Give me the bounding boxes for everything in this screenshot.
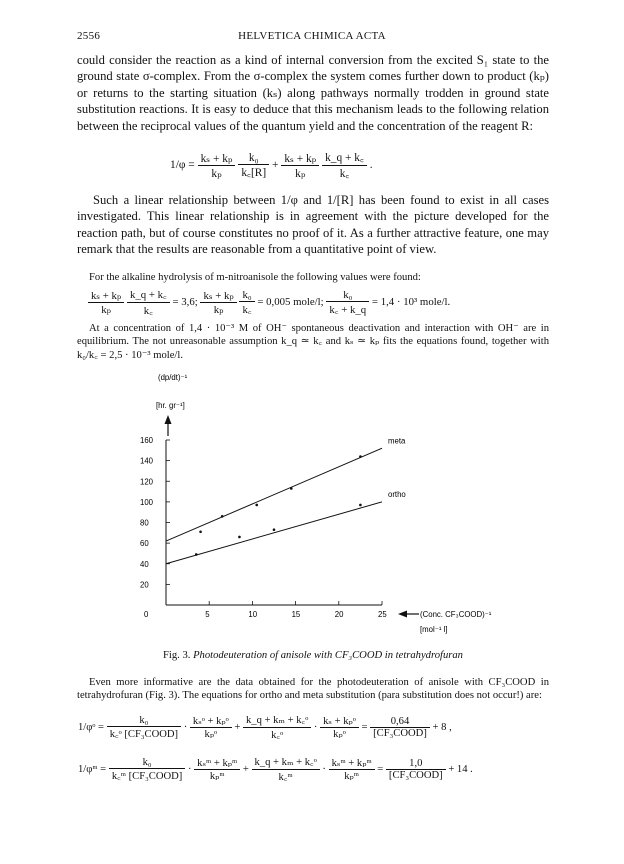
series-label-ortho: ortho xyxy=(388,489,406,499)
equation-3: 1/φᵒ = $\frac{\text{k₀}}{\text{k꜀ᵒ [CF₃COOD]}}$ · $\frac{\text{kₛᵒ + kₚᵒ}}{\text{kₚᵒ}}$ + $\frac{\text{k\_q + kₘ + k꜀ᵒ}}{\text{k꜀ᵒ}}$ · $\frac{\text{kₛ + kₚᵒ}}{\text{kₚᵒ}}$ = $\frac{0,64}{\text{[CF₃COOD]}}$ + 8 , xyxy=(78,714,452,741)
small-paragraph-2 xyxy=(77,322,549,362)
x-tick-label: 25 xyxy=(378,610,387,619)
x-tick-label: 10 xyxy=(248,610,258,619)
x-tick-label: 20 xyxy=(334,610,344,619)
y-tick-label: 40 xyxy=(140,559,149,569)
data-point-meta xyxy=(290,487,293,490)
x-tick-label: 5 xyxy=(205,610,210,619)
y-tick-label: 160 xyxy=(140,436,154,445)
x-axis-unit: [mol⁻¹ l] xyxy=(420,625,448,634)
eq1-fraction-1: $\frac{\text{kₛ + kₚ}}{\text{kₚ}}$ xyxy=(198,151,236,180)
y-tick-label: 80 xyxy=(140,518,149,528)
small-paragraph-3-text: Even more informative are the data obtained for the photodeuteration of anisole with CF₃COOD in tetrahydrofuran (Fig. 3). The equations for ortho and meta substitution (para substitution does not occur!) are: xyxy=(77,677,549,702)
series-line-meta xyxy=(166,448,382,541)
y-tick-label: 100 xyxy=(140,497,154,507)
y-tick-label: 140 xyxy=(140,456,154,466)
y-tick-label: 120 xyxy=(140,477,154,487)
data-point-ortho xyxy=(238,536,241,539)
eq3-lhs: 1/φᵒ = xyxy=(78,721,105,733)
eq3-fraction-1: $\frac{\text{k₀}}{\text{k꜀ᵒ [CF₃COOD]}}$ xyxy=(107,715,181,741)
chart-axes xyxy=(140,436,387,619)
chart-figure-3 xyxy=(120,364,540,646)
eq1-fraction-3: $\frac{\text{kₛ + kₚ}}{\text{kₚ}}$ xyxy=(281,151,319,180)
eq2-value-2: = 0,005 mole/l; xyxy=(257,295,324,308)
eq4-fraction-5: $\frac{1,0}{\text{[CF₃COOD]}}$ xyxy=(386,758,446,781)
paragraph-1 xyxy=(77,52,549,134)
paragraph-2 xyxy=(77,192,549,258)
eq3-fraction-3: $\frac{\text{k\_q + kₘ + k꜀ᵒ}}{\text{k꜀ᵒ}}$ xyxy=(243,713,311,742)
eq1-lhs: 1/φ = xyxy=(170,159,195,172)
small-paragraph-1 xyxy=(77,271,549,284)
series-label-meta: meta xyxy=(388,436,406,446)
x-axis-arrow-head xyxy=(398,611,407,618)
equation-4: 1/φᵐ = $\frac{\text{k₀}}{\text{k꜀ᵐ [CF₃COOD]}}$ · $\frac{\text{kₛᵐ + kₚᵐ}}{\text{kₚᵐ}}$ + $\frac{\text{k\_q + kₘ + k꜀ᵒ}}{\text{k꜀ᵐ}}$ · $\frac{\text{kₛᵐ + kₚᵐ}}{\text{kₚᵐ}}$ = $\frac{1,0}{\text{[CF₃COOD]}}$ + 14 . xyxy=(78,756,473,783)
y-axis-unit: [hr. gr⁻¹] xyxy=(156,401,185,410)
y-tick-label: 20 xyxy=(140,580,149,590)
y-tick-label: 60 xyxy=(140,539,149,549)
eq4-fraction-4: $\frac{\text{kₛᵐ + kₚᵐ}}{\text{kₚᵐ}}$ xyxy=(329,757,375,782)
small-paragraph-2-text: At a concentration of 1,4 · 10⁻³ M of OH⁻ spontaneous deactivation and interaction with OH⁻ are in equilibrium. The not unreasonable assumption k_q ≃ k꜀ and kₛ ≃ kₚ fits the equations found, together with k₀/k꜀ = 2,5 · 10⁻³ mole/l. xyxy=(77,323,549,361)
y-axis-label: (dp/dt)⁻¹ xyxy=(158,373,188,382)
data-point-ortho xyxy=(273,528,276,531)
eq4-fraction-1: $\frac{\text{k₀}}{\text{k꜀ᵐ [CF₃COOD]}}$ xyxy=(109,757,186,783)
chart-series xyxy=(166,436,406,564)
x-axis-label: (Conc. CF₃COOD)⁻¹ xyxy=(420,610,492,619)
paragraph-2-text: Such a linear relationship between 1/φ and 1/[R] has been found to exist in all cases investigated. This linear relationship is in agreement with the picture developed for the reaction path, but of course constitutes no proof of it. As a further attractive feature, one may remark that the results are reasonable from a quantitative point of view. xyxy=(77,193,549,257)
caption-label: Fig. 3. xyxy=(163,650,191,661)
data-point-ortho xyxy=(195,553,198,556)
eq2-fraction-1: $\frac{\text{kₛ + kₚ}}{\text{kₚ}}$ xyxy=(88,289,124,316)
data-point-meta xyxy=(221,515,224,518)
data-point-meta xyxy=(199,530,202,533)
eq2-value-1: = 3,6; xyxy=(172,295,198,308)
paragraph-1-text: could consider the reaction as a kind of internal conversion from the excited S₁ state to the ground state σ-complex. From the σ-complex the system comes further down to product (kₚ) or returns to the starting situation (kₛ) along pathways normally trodden in ground state substitution reactions. It is easy to deduce that this mechanism leads to the following relation between the reciprocal values of the quantum yield and the concentration of the reagent R: xyxy=(77,53,549,133)
caption-text: Photodeuteration of anisole with CF₃COOD in tetrahydrofuran xyxy=(193,650,463,661)
eq2-fraction-5: $\frac{\text{k₀}}{k꜀ + k\_q}$ xyxy=(326,289,369,317)
journal-title: HELVETICA CHIMICA ACTA xyxy=(238,30,386,42)
eq4-fraction-2: $\frac{\text{kₛᵐ + kₚᵐ}}{\text{kₚᵐ}}$ xyxy=(194,757,240,782)
eq4-lhs: 1/φᵐ = xyxy=(78,763,107,775)
eq3-fraction-4: $\frac{\text{kₛ + kₚᵒ}}{\text{kₚᵒ}}$ xyxy=(320,715,359,740)
data-point-meta xyxy=(359,455,362,458)
series-line-ortho xyxy=(166,502,382,564)
figure-caption xyxy=(77,650,549,661)
eq2-fraction-3: $\frac{\text{kₛ + kₚ}}{\text{kₚ}}$ xyxy=(200,289,236,316)
data-point-ortho xyxy=(359,504,362,507)
x-tick-label: 15 xyxy=(291,610,301,619)
x-tick-label: 0 xyxy=(144,610,149,619)
page-number: 2556 xyxy=(77,30,101,42)
eq2-fraction-4: $\frac{\text{k₀}}{k꜀}$ xyxy=(239,289,254,317)
data-point-meta xyxy=(255,504,258,507)
small-paragraph-1-text: For the alkaline hydrolysis of m-nitroanisole the following values were found: xyxy=(89,272,421,283)
eq1-plus: + xyxy=(272,159,279,172)
eq1-fraction-4: $\frac{k\_q + k꜀}{k꜀}$ xyxy=(322,150,367,181)
eq2-value-3: = 1,4 · 10³ mole/l. xyxy=(371,295,451,308)
y-axis-arrow-head xyxy=(165,415,172,424)
eq2-fraction-2: $\frac{k\_q + k꜀}{k꜀}$ xyxy=(127,287,170,318)
equation-1: 1/φ = $\frac{\text{kₛ + kₚ}}{\text{kₚ}}$ $\frac{\text{k₀}}{k꜀[R]}$ + $\frac{\text{kₛ + kₚ}}{\text{kₚ}}$ $\frac{k\_q + k꜀}{k꜀}$ . xyxy=(170,151,373,180)
eq1-fraction-2: $\frac{\text{k₀}}{k꜀[R]}$ xyxy=(238,152,269,180)
eq3-fraction-5: $\frac{0,64}{\text{[CF₃COOD]}}$ xyxy=(370,716,430,739)
small-paragraph-3 xyxy=(77,676,549,703)
eq4-fraction-3: $\frac{\text{k\_q + kₘ + k꜀ᵒ}}{\text{k꜀ᵐ}}$ xyxy=(252,755,320,784)
equation-2 xyxy=(88,287,450,318)
eq3-fraction-2: $\frac{\text{kₛᵒ + kₚᵒ}}{\text{kₚᵒ}}$ xyxy=(190,715,232,740)
